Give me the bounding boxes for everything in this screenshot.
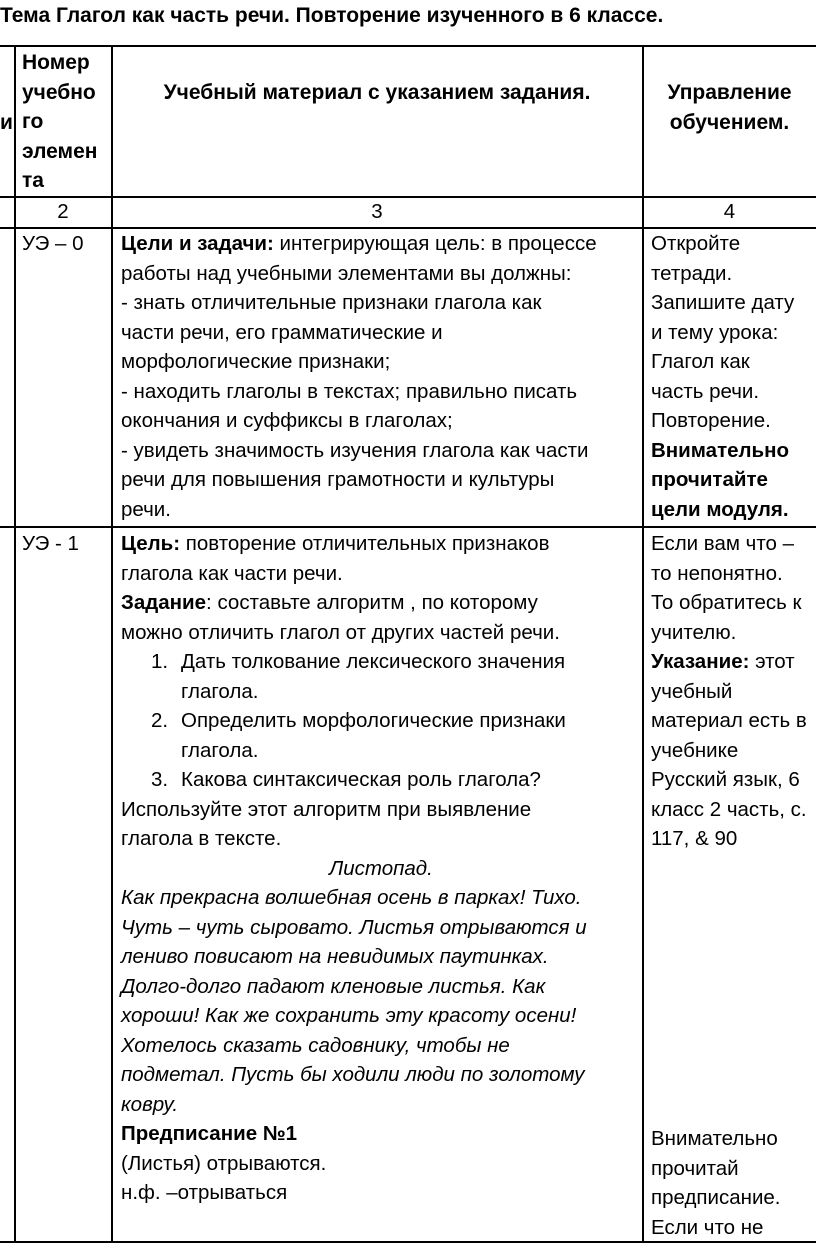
poem-title: Листопад. <box>329 856 433 880</box>
hint-label: Указание: <box>651 650 750 673</box>
ue0-guidance: Откройте тетради. Запишите дату и тему урока: Глагол как часть речи. Повторение. Внимательно прочитайте цели модуля. <box>651 232 795 521</box>
col-number-3: 3 <box>371 200 383 223</box>
col-number-2: 2 <box>57 200 69 223</box>
list-item: 1. Дать толкование лексического значения глагола. <box>151 650 566 703</box>
ue0-row-border <box>0 526 816 528</box>
ue1-goal-label: Цель: <box>121 532 181 555</box>
table-top-border <box>0 45 816 47</box>
list-item: 3. Какова синтаксическая роль глагола? <box>151 768 541 791</box>
ue0-material: Цели и задачи: интегрирующая цель: в процессе работы над учебными элементами вы должны: - знать отличительные признаки глагола как части речи, его грамматические и морфологические признаки; - находить глаголы в текстах; правильно писать окончания и суффиксы в глаголах; - увидеть значимость изучения глагола как части речи для повышения грамотности и культуры речи. <box>121 232 597 521</box>
ue0-id: УЭ – 0 <box>22 232 84 255</box>
header-material: Учебный материал с указанием задания. <box>163 81 591 104</box>
page-title: Тема Глагол как часть речи. Повторение изученного в 6 классе. <box>0 4 664 27</box>
header-col1-fragment: и <box>0 111 13 134</box>
ue1-guidance: Если вам что – то непонятно. То обратитесь к учителю. Указание: этот учебный материал есть в учебнике Русский язык, 6 класс 2 часть, с. 117, & 90 <box>651 532 807 850</box>
col-number-4: 4 <box>723 200 736 223</box>
ue0-goal-label: Цели и задачи: <box>121 232 274 255</box>
list-item: 2. Определить морфологические признаки глагола. <box>151 709 566 762</box>
ue1-material: Цель: повторение отличительных признаков глагола как части речи. Задание: составьте алгоритм , по которому можно отличить глагол от других частей речи. 1. Дать толкование лексического значения глагола. 2. Определить морфологические признаки глагола. 3. Какова синтаксическая роль глагола? Используйте этот алгоритм при выявление глагола в тексте. Листопад. Как прекрасна волшебная осень в парках! Тихо. Чуть – чуть сыровато. Листья отрываются и лениво повисают на невидимых паутинках. Долго-долго падают кленовые листья. Как хороши! Как же сохранить эту красоту осени! Хотелось сказать садовнику, чтобы не подметал. Пусть бы ходили люди по золотому ковру. Предписание №1 (Листья) отрываются. н.ф. –отрываться <box>121 529 641 1208</box>
ue1-task-label: Задание <box>121 591 207 614</box>
header-guidance: Управление обучением. <box>667 81 792 134</box>
prescription-label: Предписание №1 <box>121 1122 298 1145</box>
ue1-id: УЭ - 1 <box>22 532 79 555</box>
ue1-guidance-prescription: Внимательно прочитай предписание. Если что не <box>651 1127 781 1239</box>
header-element-number: Номер учебно го элемен та <box>22 51 98 192</box>
